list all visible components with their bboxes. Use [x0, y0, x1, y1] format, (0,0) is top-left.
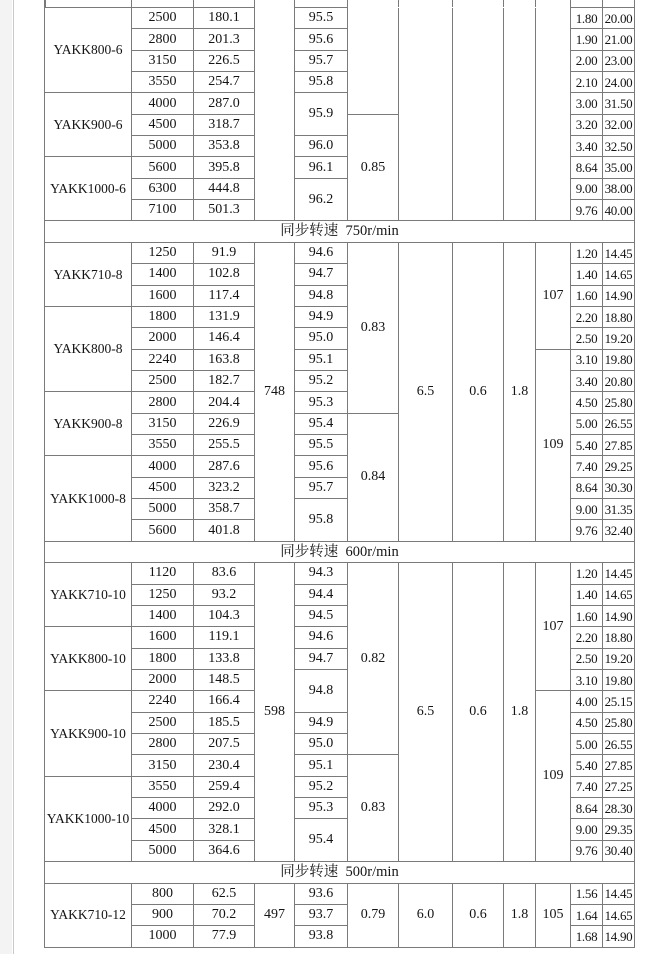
power-cell: 1600 [132, 285, 194, 306]
col12-cell: 19.20 [603, 648, 635, 669]
efficiency-cell: 94.7 [295, 264, 348, 285]
col11-cell: 8.64 [571, 798, 603, 819]
current-cell: 444.8 [194, 178, 255, 199]
efficiency-cell: 93.7 [295, 904, 348, 925]
col7-cell [399, 8, 453, 221]
current-cell: 358.7 [194, 499, 255, 520]
col12-cell: 14.65 [603, 264, 635, 285]
current-cell: 401.8 [194, 520, 255, 541]
power-cell: 1800 [132, 306, 194, 327]
power-cell: 4500 [132, 477, 194, 498]
col11-cell: 9.76 [571, 840, 603, 861]
col12-cell: 32.00 [603, 114, 635, 135]
col7-cell: 6.5 [399, 242, 453, 541]
col12-cell: 31.50 [603, 93, 635, 114]
grid-line-stub [131, 0, 133, 7]
current-cell: 364.6 [194, 840, 255, 861]
col11-cell: 1.64 [571, 904, 603, 925]
power-cell: 2240 [132, 691, 194, 712]
col11-cell: 5.40 [571, 435, 603, 456]
power-cell: 3550 [132, 776, 194, 797]
power-cell: 3150 [132, 413, 194, 434]
current-cell: 102.8 [194, 264, 255, 285]
power-cell: 1800 [132, 648, 194, 669]
grid-line-stub [503, 0, 505, 7]
efficiency-cell: 95.6 [295, 456, 348, 477]
current-cell: 131.9 [194, 306, 255, 327]
col12-cell: 24.00 [603, 72, 635, 93]
model-cell: YAKK710-12 [45, 883, 132, 947]
col11-cell: 9.00 [571, 819, 603, 840]
power-cell: 5600 [132, 157, 194, 178]
col11-cell: 1.60 [571, 285, 603, 306]
power-factor-cell: 0.83 [348, 755, 399, 862]
power-cell: 1400 [132, 605, 194, 626]
col10-cell: 105 [536, 883, 571, 947]
grid-line-stub [254, 0, 256, 7]
col11-cell: 4.00 [571, 691, 603, 712]
col11-cell: 5.40 [571, 755, 603, 776]
current-cell: 395.8 [194, 157, 255, 178]
current-cell: 328.1 [194, 819, 255, 840]
current-cell: 318.7 [194, 114, 255, 135]
col12-cell: 30.30 [603, 477, 635, 498]
efficiency-cell: 95.1 [295, 349, 348, 370]
power-cell: 900 [132, 904, 194, 925]
speed-cell: 497 [255, 883, 295, 947]
col7-cell: 6.0 [399, 883, 453, 947]
col11-cell: 5.00 [571, 413, 603, 434]
col12-cell: 14.65 [603, 904, 635, 925]
model-cell: YAKK900-10 [45, 691, 132, 776]
current-cell: 180.1 [194, 8, 255, 29]
model-cell: YAKK800-8 [45, 306, 132, 391]
efficiency-cell: 94.6 [295, 627, 348, 648]
efficiency-cell: 94.3 [295, 563, 348, 584]
col12-cell: 35.00 [603, 157, 635, 178]
efficiency-cell: 94.8 [295, 669, 348, 712]
page-edge-rule [13, 0, 14, 954]
col9-cell: 1.8 [504, 883, 536, 947]
col11-cell: 5.00 [571, 734, 603, 755]
col11-cell: 1.90 [571, 29, 603, 50]
grid-line-stub [44, 0, 46, 7]
power-cell: 7100 [132, 200, 194, 221]
col12-cell: 14.90 [603, 605, 635, 626]
col12-cell: 19.20 [603, 328, 635, 349]
power-cell: 4000 [132, 456, 194, 477]
current-cell: 501.3 [194, 200, 255, 221]
col12-cell: 18.80 [603, 306, 635, 327]
efficiency-cell: 93.8 [295, 926, 348, 947]
col12-cell: 27.85 [603, 435, 635, 456]
col12-cell: 28.30 [603, 798, 635, 819]
col12-cell: 25.80 [603, 712, 635, 733]
power-factor-cell: 0.85 [348, 114, 399, 221]
current-cell: 226.9 [194, 413, 255, 434]
efficiency-cell: 96.2 [295, 178, 348, 221]
efficiency-cell: 94.8 [295, 285, 348, 306]
power-cell: 3150 [132, 50, 194, 71]
grid-line-stub [398, 0, 400, 7]
col11-cell: 9.00 [571, 499, 603, 520]
current-cell: 353.8 [194, 136, 255, 157]
current-cell: 323.2 [194, 477, 255, 498]
current-cell: 226.5 [194, 50, 255, 71]
col12-cell: 18.80 [603, 627, 635, 648]
grid-line-stub [347, 0, 349, 7]
power-cell: 5000 [132, 499, 194, 520]
power-factor-cell: 0.84 [348, 413, 399, 541]
col10-cell [536, 8, 571, 221]
power-factor-cell: 0.82 [348, 563, 399, 755]
col11-cell: 8.64 [571, 477, 603, 498]
current-cell: 146.4 [194, 328, 255, 349]
model-cell: YAKK900-8 [45, 392, 132, 456]
model-cell: YAKK1000-10 [45, 776, 132, 861]
current-cell: 117.4 [194, 285, 255, 306]
section-header: 同步转速 600r/min [45, 541, 635, 563]
power-cell: 2240 [132, 349, 194, 370]
model-cell: YAKK710-8 [45, 242, 132, 306]
col12-cell: 14.90 [603, 285, 635, 306]
power-cell: 800 [132, 883, 194, 904]
col12-cell: 19.80 [603, 669, 635, 690]
model-cell: YAKK800-10 [45, 627, 132, 691]
power-factor-cell: 0.83 [348, 242, 399, 413]
col10-cell: 109 [536, 691, 571, 862]
efficiency-cell: 94.9 [295, 712, 348, 733]
col11-cell: 2.00 [571, 50, 603, 71]
current-cell: 93.2 [194, 584, 255, 605]
current-cell: 182.7 [194, 371, 255, 392]
col12-cell: 27.25 [603, 776, 635, 797]
current-cell: 133.8 [194, 648, 255, 669]
col12-cell: 40.00 [603, 200, 635, 221]
power-cell: 2500 [132, 712, 194, 733]
current-cell: 255.5 [194, 435, 255, 456]
col11-cell: 7.40 [571, 456, 603, 477]
efficiency-cell: 95.0 [295, 734, 348, 755]
efficiency-cell: 96.0 [295, 136, 348, 157]
current-cell: 185.5 [194, 712, 255, 733]
col11-cell: 3.10 [571, 349, 603, 370]
col11-cell: 9.00 [571, 178, 603, 199]
power-cell: 2800 [132, 29, 194, 50]
col12-cell: 31.35 [603, 499, 635, 520]
col12-cell: 21.00 [603, 29, 635, 50]
col12-cell: 26.55 [603, 413, 635, 434]
power-cell: 4500 [132, 819, 194, 840]
model-cell: YAKK1000-6 [45, 157, 132, 221]
grid-line-stub [602, 0, 604, 7]
col11-cell: 1.20 [571, 242, 603, 263]
col12-cell: 26.55 [603, 734, 635, 755]
col11-cell: 2.50 [571, 328, 603, 349]
power-cell: 4000 [132, 93, 194, 114]
col11-cell: 3.40 [571, 371, 603, 392]
power-cell: 3550 [132, 435, 194, 456]
power-cell: 4500 [132, 114, 194, 135]
current-cell: 204.4 [194, 392, 255, 413]
current-cell: 207.5 [194, 734, 255, 755]
current-cell: 119.1 [194, 627, 255, 648]
power-cell: 1250 [132, 584, 194, 605]
power-cell: 2000 [132, 328, 194, 349]
efficiency-cell: 95.9 [295, 93, 348, 136]
efficiency-cell: 95.7 [295, 50, 348, 71]
current-cell: 104.3 [194, 605, 255, 626]
efficiency-cell: 95.8 [295, 72, 348, 93]
efficiency-cell: 95.1 [295, 755, 348, 776]
power-cell: 1600 [132, 627, 194, 648]
col11-cell: 2.10 [571, 72, 603, 93]
power-cell: 5000 [132, 840, 194, 861]
current-cell: 166.4 [194, 691, 255, 712]
col12-cell: 20.00 [603, 8, 635, 29]
spec-table-body [45, 8, 635, 948]
col12-cell: 30.40 [603, 840, 635, 861]
current-cell: 70.2 [194, 904, 255, 925]
efficiency-cell: 94.9 [295, 306, 348, 327]
col11-cell: 2.20 [571, 306, 603, 327]
col8-cell [453, 8, 504, 221]
grid-line-stub [193, 0, 195, 7]
grid-line-stub [634, 0, 636, 7]
section-header: 同步转速 500r/min [45, 862, 635, 884]
col10-cell: 107 [536, 242, 571, 349]
speed-cell: 598 [255, 563, 295, 862]
grid-line-stub [294, 0, 296, 7]
model-cell: YAKK710-10 [45, 563, 132, 627]
col11-cell: 4.50 [571, 712, 603, 733]
current-cell: 62.5 [194, 883, 255, 904]
efficiency-cell: 95.0 [295, 328, 348, 349]
power-cell: 1250 [132, 242, 194, 263]
col11-cell: 9.76 [571, 520, 603, 541]
power-factor-cell [348, 8, 399, 115]
power-cell: 1000 [132, 926, 194, 947]
col8-cell: 0.6 [453, 242, 504, 541]
col12-cell: 29.35 [603, 819, 635, 840]
current-cell: 287.6 [194, 456, 255, 477]
power-cell: 2500 [132, 8, 194, 29]
efficiency-cell: 96.1 [295, 157, 348, 178]
power-cell: 1400 [132, 264, 194, 285]
efficiency-cell: 95.5 [295, 8, 348, 29]
power-cell: 6300 [132, 178, 194, 199]
current-cell: 83.6 [194, 563, 255, 584]
efficiency-cell: 94.7 [295, 648, 348, 669]
col11-cell: 3.20 [571, 114, 603, 135]
grid-line-stub [570, 0, 572, 7]
col7-cell: 6.5 [399, 563, 453, 862]
efficiency-cell: 95.2 [295, 776, 348, 797]
model-cell: YAKK900-6 [45, 93, 132, 157]
current-cell: 230.4 [194, 755, 255, 776]
col11-cell: 4.50 [571, 392, 603, 413]
power-cell: 5000 [132, 136, 194, 157]
col10-cell: 107 [536, 563, 571, 691]
current-cell: 77.9 [194, 926, 255, 947]
col11-cell: 2.20 [571, 627, 603, 648]
power-cell: 2500 [132, 371, 194, 392]
col11-cell: 9.76 [571, 200, 603, 221]
col8-cell: 0.6 [453, 563, 504, 862]
col11-cell: 2.50 [571, 648, 603, 669]
col11-cell: 8.64 [571, 157, 603, 178]
current-cell: 254.7 [194, 72, 255, 93]
col12-cell: 20.80 [603, 371, 635, 392]
power-cell: 2000 [132, 669, 194, 690]
current-cell: 201.3 [194, 29, 255, 50]
col11-cell: 1.56 [571, 883, 603, 904]
model-cell: YAKK1000-8 [45, 456, 132, 541]
efficiency-cell: 95.5 [295, 435, 348, 456]
speed-cell: 748 [255, 242, 295, 541]
efficiency-cell: 95.6 [295, 29, 348, 50]
col12-cell: 29.25 [603, 456, 635, 477]
col12-cell: 25.80 [603, 392, 635, 413]
current-cell: 148.5 [194, 669, 255, 690]
power-cell: 5600 [132, 520, 194, 541]
col11-cell: 1.40 [571, 584, 603, 605]
col11-cell: 1.68 [571, 926, 603, 947]
current-cell: 91.9 [194, 242, 255, 263]
page-left-margin [0, 0, 12, 954]
col11-cell: 1.20 [571, 563, 603, 584]
col11-cell: 3.10 [571, 669, 603, 690]
col12-cell: 27.85 [603, 755, 635, 776]
grid-line-stub [452, 0, 454, 7]
col12-cell: 23.00 [603, 50, 635, 71]
col11-cell: 1.40 [571, 264, 603, 285]
current-cell: 259.4 [194, 776, 255, 797]
efficiency-cell: 94.4 [295, 584, 348, 605]
col12-cell: 32.40 [603, 520, 635, 541]
col10-cell: 109 [536, 349, 571, 541]
grid-line-stub [535, 0, 537, 7]
efficiency-cell: 95.3 [295, 798, 348, 819]
efficiency-cell: 93.6 [295, 883, 348, 904]
current-cell: 292.0 [194, 798, 255, 819]
efficiency-cell: 94.6 [295, 242, 348, 263]
current-cell: 163.8 [194, 349, 255, 370]
col12-cell: 14.45 [603, 883, 635, 904]
col11-cell: 1.60 [571, 605, 603, 626]
current-cell: 287.0 [194, 93, 255, 114]
col12-cell: 14.90 [603, 926, 635, 947]
power-cell: 3150 [132, 755, 194, 776]
col12-cell: 14.45 [603, 563, 635, 584]
efficiency-cell: 95.3 [295, 392, 348, 413]
efficiency-cell: 95.8 [295, 499, 348, 542]
col12-cell: 32.50 [603, 136, 635, 157]
motor-spec-table [44, 7, 635, 948]
power-cell: 4000 [132, 798, 194, 819]
power-cell: 2800 [132, 392, 194, 413]
col11-cell: 7.40 [571, 776, 603, 797]
power-cell: 2800 [132, 734, 194, 755]
col8-cell: 0.6 [453, 883, 504, 947]
power-cell: 1120 [132, 563, 194, 584]
power-factor-cell: 0.79 [348, 883, 399, 947]
section-header: 同步转速 750r/min [45, 221, 635, 243]
col9-cell: 1.8 [504, 242, 536, 541]
speed-cell [255, 8, 295, 221]
efficiency-cell: 95.2 [295, 371, 348, 392]
col11-cell: 3.40 [571, 136, 603, 157]
col12-cell: 19.80 [603, 349, 635, 370]
power-cell: 3550 [132, 72, 194, 93]
col9-cell [504, 8, 536, 221]
col12-cell: 38.00 [603, 178, 635, 199]
efficiency-cell: 95.4 [295, 413, 348, 434]
efficiency-cell: 95.4 [295, 819, 348, 862]
col12-cell: 14.45 [603, 242, 635, 263]
col9-cell: 1.8 [504, 563, 536, 862]
efficiency-cell: 95.7 [295, 477, 348, 498]
model-cell: YAKK800-6 [45, 8, 132, 93]
col11-cell: 1.80 [571, 8, 603, 29]
col11-cell: 3.00 [571, 93, 603, 114]
efficiency-cell: 94.5 [295, 605, 348, 626]
col12-cell: 14.65 [603, 584, 635, 605]
col12-cell: 25.15 [603, 691, 635, 712]
